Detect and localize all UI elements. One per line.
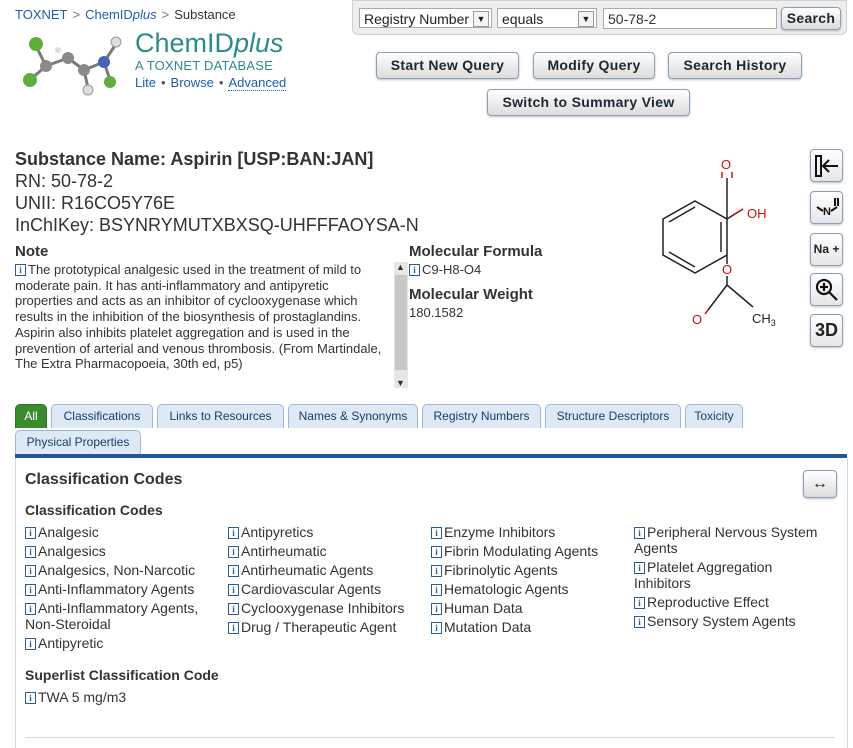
breadcrumb-separator: > [72, 7, 81, 22]
list-item[interactable]: i Cyclooxygenase Inhibitors [228, 600, 428, 616]
list-item[interactable]: i Anti-Inflammatory Agents [25, 581, 225, 597]
info-icon[interactable]: i [25, 692, 36, 704]
search-operator-select[interactable]: equals ▼ [497, 8, 597, 28]
info-icon[interactable]: i [228, 527, 239, 539]
tab-physical-properties[interactable]: Physical Properties [15, 430, 141, 454]
info-icon[interactable]: i [431, 565, 442, 577]
info-icon[interactable]: i [15, 264, 26, 276]
list-item[interactable]: i Enzyme Inhibitors [431, 524, 631, 540]
classification-column-3 [431, 524, 631, 638]
chevron-down-icon[interactable]: ▼ [473, 11, 489, 27]
info-icon[interactable]: i [431, 584, 442, 596]
info-icon[interactable]: i [25, 603, 36, 615]
atom-label-oxygen: O [692, 312, 703, 327]
molecular-weight-heading: Molecular Weight [409, 286, 533, 303]
info-icon[interactable]: i [431, 546, 442, 558]
breadcrumb-toxnet-link[interactable]: TOXNET [15, 7, 68, 22]
classification-codes-subheading: Classification Codes [25, 502, 163, 518]
list-item[interactable]: i Peripheral Nervous System Agents [634, 524, 818, 556]
note-scrollbar[interactable] [394, 262, 408, 388]
atom-label-oxygen: O [722, 262, 733, 277]
scrollbar-thumb[interactable] [395, 275, 407, 370]
search-history-button[interactable]: Search History [668, 52, 802, 79]
tab-names-synonyms[interactable]: Names & Synonyms [288, 404, 418, 428]
list-item[interactable]: i Reproductive Effect [634, 594, 834, 610]
tab-toxicity[interactable]: Toxicity [685, 404, 743, 428]
mode-links [135, 75, 286, 90]
breadcrumb [15, 7, 236, 22]
list-item[interactable]: i Hematologic Agents [431, 581, 631, 597]
start-new-query-button[interactable]: Start New Query [376, 52, 519, 79]
list-item[interactable]: i Anti-Inflammatory Agents, Non-Steroidal [25, 600, 199, 632]
search-button[interactable]: Search [781, 7, 841, 30]
tab-classifications[interactable]: Classifications [51, 404, 153, 428]
panel-heading: Classification Codes [25, 471, 183, 488]
registry-number: RN: 50-78-2 [15, 171, 114, 191]
info-icon[interactable]: i [228, 565, 239, 577]
chevron-down-icon[interactable]: ▼ [578, 11, 594, 27]
list-item[interactable]: i Analgesic [25, 524, 225, 540]
molecular-formula-value: i C9-H8-O4 [409, 262, 481, 277]
info-icon[interactable]: i [25, 638, 36, 650]
info-icon[interactable]: i [431, 527, 442, 539]
list-item[interactable]: i Antipyretic [25, 635, 225, 651]
list-item[interactable]: i Analgesics [25, 543, 225, 559]
list-item[interactable]: i Antirheumatic [228, 543, 428, 559]
lite-link[interactable]: Lite [135, 75, 156, 90]
unii-code: UNII: R16CO5Y76E [15, 193, 176, 213]
structure-editor-button[interactable] [810, 191, 843, 224]
scroll-down-icon[interactable]: ▼ [396, 378, 405, 388]
info-icon[interactable]: i [634, 527, 645, 539]
info-icon[interactable]: i [25, 565, 36, 577]
substance-name: Substance Name: Aspirin [USP:BAN:JAN] [15, 149, 374, 169]
info-icon[interactable]: i [431, 603, 442, 615]
info-icon[interactable]: i [25, 527, 36, 539]
superlist-column [25, 689, 325, 708]
zoom-in-icon [813, 277, 841, 303]
atom-label-oxygen: O [721, 157, 732, 172]
atom-label-hydroxyl: OH [747, 206, 767, 221]
expand-arrows-icon: ↔ [811, 475, 829, 492]
atom-label-methyl: $CH_3$ [752, 311, 776, 328]
browse-link[interactable]: Browse [170, 75, 214, 90]
classification-column-2 [228, 524, 428, 638]
expand-width-button[interactable] [803, 470, 837, 498]
list-item[interactable]: i Sensory System Agents [634, 613, 834, 629]
nitrogen-structure-icon [813, 195, 841, 221]
list-item[interactable]: i Platelet Aggregation Inhibitors [634, 559, 773, 591]
info-icon[interactable]: i [228, 603, 239, 615]
breadcrumb-chemidplus-link[interactable]: ChemIDplus [85, 7, 157, 22]
list-item[interactable]: i Mutation Data [431, 619, 631, 635]
svg-text:N: N [822, 206, 831, 218]
modify-query-button[interactable]: Modify Query [533, 52, 655, 79]
3d-view-button[interactable]: 3D [810, 314, 843, 347]
list-item[interactable]: i Antirheumatic Agents [228, 562, 428, 578]
info-icon[interactable]: i [634, 597, 645, 609]
zoom-button[interactable] [810, 273, 843, 306]
info-icon[interactable]: i [634, 562, 645, 574]
classification-column-4 [634, 524, 834, 632]
info-icon[interactable]: i [431, 622, 442, 634]
superlist-subheading: Superlist Classification Code [25, 667, 219, 683]
list-item[interactable]: i Fibrinolytic Agents [431, 562, 631, 578]
link-separator: • [218, 75, 224, 90]
list-item[interactable]: i Cardiovascular Agents [228, 581, 428, 597]
molecular-formula-heading: Molecular Formula [409, 243, 543, 260]
advanced-link[interactable]: Advanced [228, 75, 287, 90]
brand-subtitle: A TOXNET DATABASE [135, 58, 274, 73]
search-field-select[interactable]: Registry Number ▼ [359, 8, 492, 28]
classification-column-1 [25, 524, 225, 654]
info-icon[interactable]: i [409, 264, 420, 276]
inchikey: InChIKey: BSYNRYMUTXBXSQ-UHFFFAOYSA-N [15, 215, 419, 235]
info-icon[interactable]: i [634, 616, 645, 628]
search-bar [352, 0, 847, 35]
tab-all[interactable]: All [15, 404, 47, 428]
list-item[interactable]: i Analgesics, Non-Narcotic [25, 562, 225, 578]
list-item[interactable]: i Human Data [431, 600, 631, 616]
breadcrumb-separator: > [161, 7, 170, 22]
info-icon[interactable]: i [25, 584, 36, 596]
panel-bottom-divider [25, 737, 835, 738]
chemidplus-logo-molecule[interactable] [18, 28, 128, 96]
ion-display-button[interactable]: Na + [810, 233, 843, 266]
breadcrumb-current: Substance [174, 7, 236, 22]
chemical-structure-image [625, 150, 785, 335]
search-input[interactable]: 50-78-2 [603, 8, 777, 29]
tab-registry-numbers[interactable]: Registry Numbers [422, 404, 541, 428]
list-item[interactable]: i Fibrin Modulating Agents [431, 543, 631, 559]
tab-structure-descriptors[interactable]: Structure Descriptors [545, 404, 681, 428]
collapse-panel-button[interactable] [810, 149, 843, 182]
info-icon[interactable]: i [228, 622, 239, 634]
info-icon[interactable]: i [25, 546, 36, 558]
brand-title[interactable]: ChemIDplus [135, 28, 284, 58]
list-item[interactable]: i Antipyretics [228, 524, 428, 540]
collapse-left-icon [813, 153, 841, 179]
tab-links-to-resources[interactable]: Links to Resources [157, 404, 284, 428]
info-icon[interactable]: i [228, 546, 239, 558]
info-icon[interactable]: i [228, 584, 239, 596]
note-heading: Note [15, 243, 49, 260]
scroll-up-icon[interactable]: ▲ [396, 262, 405, 272]
molecular-weight-value: 180.1582 [409, 305, 464, 320]
switch-to-summary-view-button[interactable]: Switch to Summary View [487, 89, 690, 116]
note-text: i The prototypical analgesic used in the treatment of mild to moderate pain. It has anti-inflammatory and antipyretic properties and acts as an inhibitor of cyclooxygenase which results in the inhibition of the biosynthesis of prostaglandins. Aspirin also inhibits platelet aggregation and is used in the prevention of arterial and venous thrombosis. (From Martindale, The Extra Pharmacopoeia, 30th ed, p5) [15, 262, 382, 372]
list-item[interactable]: i Drug / Therapeutic Agent [228, 619, 428, 635]
list-item[interactable]: i TWA 5 mg/m3 [25, 689, 325, 705]
link-separator: • [160, 75, 166, 90]
